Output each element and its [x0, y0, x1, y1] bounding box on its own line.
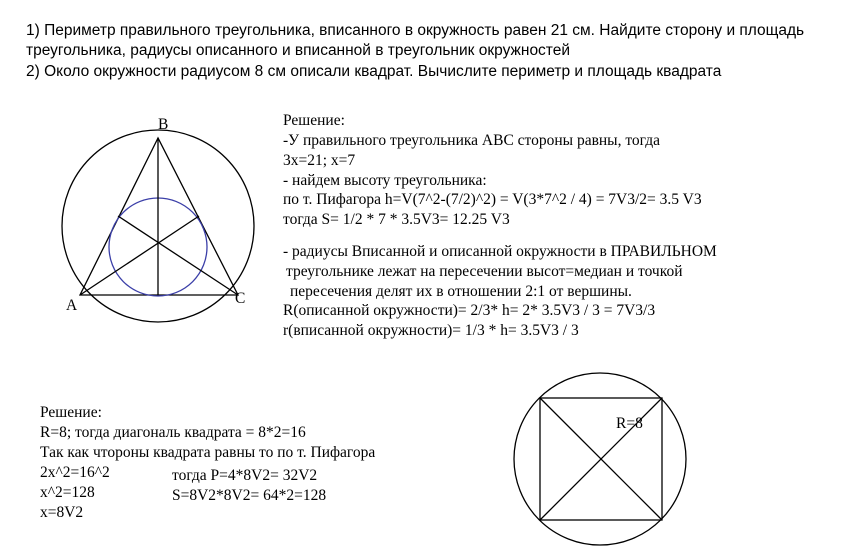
solution-1-line: - найдем высоту треугольника:: [283, 172, 487, 189]
solution-1-line: 3x=21; x=7: [283, 152, 356, 169]
solution-1-line: пересечения делят их в отношении 2:1 от вершины.: [290, 283, 632, 300]
vertex-label-c: C: [235, 290, 246, 307]
problem-1-line-2: треугольника, радиусы описанного и вписанной в треугольник окружностей: [26, 42, 571, 59]
solution-2-line: Так как чтороны квадрата равны то по т. Пифагора: [40, 444, 376, 461]
solution-1-line: - радиусы Вписанной и описанной окружности в ПРАВИЛЬНОМ: [283, 243, 717, 260]
solution-1-line: по т. Пифагора h=V(7^2-(7/2)^2) = V(3*7^2 / 4) = 7V3/2= 3.5 V3: [283, 191, 702, 208]
solution-2-line: x=8V2: [40, 504, 84, 521]
vertex-label-a: A: [66, 297, 78, 314]
solution-2-line: S=8V2*8V2= 64*2=128: [172, 487, 327, 504]
solution-1-line: треугольнике лежат на пересечении высот=медиан и точкой: [286, 263, 683, 280]
solution-2-line: 2x^2=16^2: [40, 464, 110, 481]
triangle-figure: [62, 130, 254, 322]
problem-1-line-1: 1) Периметр правильного треугольника, вписанного в окружность равен 21 см. Найдите сторону и площадь: [26, 22, 805, 39]
problem-2-line: 2) Около окружности радиусом 8 см описали квадрат. Вычислите периметр и площадь квадрата: [26, 63, 722, 80]
solution-2-line: тогда P=4*8V2= 32V2: [172, 467, 318, 484]
solution-2-line: Решение:: [40, 404, 102, 421]
solution-1-line: тогда S= 1/2 * 7 * 3.5V3= 12.25 V3: [283, 211, 510, 228]
solution-1-line: Решение:: [283, 112, 345, 129]
solution-2-line: x^2=128: [40, 484, 95, 501]
square-figure: [514, 373, 686, 545]
triangle-abc: [80, 138, 238, 295]
vertex-label-b: B: [158, 116, 169, 133]
altitude-from-a: [80, 216, 199, 295]
solution-1-line: r(вписанной окружности)= 1/3 * h= 3.5V3 / 3: [283, 322, 579, 339]
altitude-from-c: [118, 216, 238, 295]
solution-1-line: -У правильного треугольника АВС стороны равны, тогда: [283, 132, 661, 149]
solution-1-line: R(описанной окружности)= 2/3* h= 2* 3.5V3 / 3 = 7V3/3: [283, 302, 656, 319]
radius-label: R=8: [616, 415, 643, 432]
solution-2-line: R=8; тогда диагональ квадрата = 8*2=16: [40, 424, 306, 441]
